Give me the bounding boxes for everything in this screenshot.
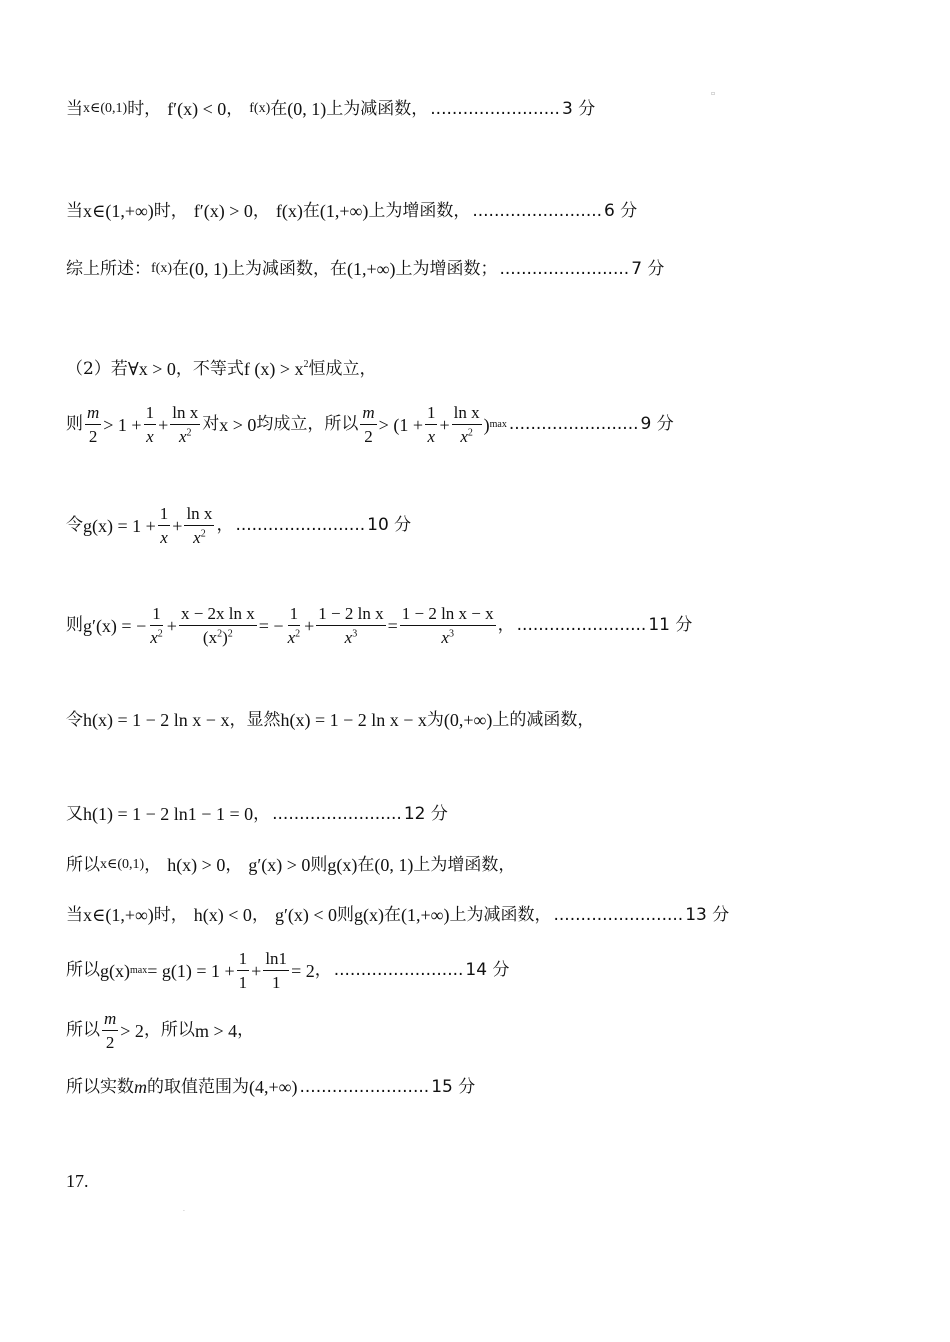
denominator <box>201 626 235 647</box>
score-label: 11 分 <box>648 615 693 636</box>
math: + <box>166 615 177 636</box>
math: = <box>387 615 398 636</box>
math: x > 0 <box>219 414 257 435</box>
text: 对 <box>202 414 220 435</box>
score-label: 6 分 <box>604 200 638 221</box>
math: g(x) <box>100 960 130 981</box>
text: ， <box>237 1020 255 1041</box>
math: f(x) <box>151 261 172 276</box>
text: ，所以 <box>143 1020 195 1041</box>
dots: ........................ <box>272 803 402 824</box>
denominator <box>191 526 208 547</box>
line-5 <box>66 404 674 446</box>
text: 当 <box>66 200 83 221</box>
text: 上为减函数， <box>449 904 552 925</box>
superscript: 2 <box>303 359 309 370</box>
den-exponent: 3 <box>352 628 358 640</box>
fraction <box>237 950 250 992</box>
numerator: m <box>102 1010 118 1031</box>
text: 所以 <box>66 1020 100 1041</box>
denominator <box>286 626 303 647</box>
fraction <box>425 404 438 446</box>
math: (1,+∞) <box>347 259 396 279</box>
math: + <box>304 615 315 636</box>
den-exponent: 3 <box>448 628 454 640</box>
math: + <box>251 960 262 981</box>
numerator: ln x <box>184 505 214 526</box>
score-label: 13 分 <box>685 904 730 925</box>
den-base: x <box>287 627 296 647</box>
text: 上为减函数， <box>326 98 429 119</box>
score-label: 7 分 <box>631 258 665 279</box>
math: > 1 + <box>103 414 142 435</box>
den-exponent: 2 <box>200 528 206 540</box>
denominator: 1 <box>238 972 248 992</box>
math: g(x) <box>354 905 385 925</box>
text: ， <box>251 904 269 925</box>
text: 上的减函数， <box>492 709 595 730</box>
question-number: 17. <box>66 1171 89 1191</box>
math: (0, 1) <box>189 259 228 279</box>
den-base: x <box>178 426 187 446</box>
numerator: 1 <box>237 950 250 971</box>
text: 为 <box>426 709 444 730</box>
math: (0, 1) <box>287 99 327 119</box>
text: 均成立，所以 <box>256 414 359 435</box>
text: 时， <box>153 200 188 221</box>
score-label: 15 分 <box>431 1076 476 1097</box>
math: m > 4 <box>194 1020 238 1041</box>
text: 在 <box>357 854 375 875</box>
score-label: 12 分 <box>403 803 448 824</box>
den-base: x <box>150 627 158 647</box>
numerator: 1 <box>158 505 171 526</box>
text: 则 <box>310 854 328 875</box>
denominator <box>439 626 456 647</box>
text: ， <box>497 615 515 636</box>
denominator <box>148 626 165 647</box>
text: 恒成立， <box>308 358 377 379</box>
den-base: (x <box>202 627 218 647</box>
math: = 2 <box>291 960 315 981</box>
fraction <box>400 605 496 647</box>
denominator <box>458 425 475 446</box>
math: f(x) <box>249 101 271 116</box>
text: 时， <box>127 98 162 119</box>
scan-mark: ▫ <box>711 90 716 97</box>
line-12 <box>66 950 509 992</box>
subscript: max <box>130 964 148 976</box>
denominator: 1 <box>271 972 281 992</box>
denominator: 2 <box>105 1032 115 1052</box>
text: ， <box>253 803 271 824</box>
text: 所以 <box>66 854 100 875</box>
math: > (1 + <box>378 414 423 435</box>
math: x∈(0,1) <box>83 101 128 116</box>
fraction <box>452 404 482 446</box>
line-4 <box>66 360 376 378</box>
math: h(x) = 1 − 2 ln x − x <box>280 710 427 730</box>
text: 上为增函数， <box>368 200 471 221</box>
line-11 <box>66 906 729 924</box>
text: ， <box>252 200 270 221</box>
denominator: x <box>160 527 168 547</box>
text: 上为减函数，在 <box>228 258 347 279</box>
den-base: x <box>460 426 468 446</box>
score-label: 3 分 <box>561 98 596 119</box>
numerator: 1 <box>288 605 301 626</box>
dots: ........................ <box>516 615 647 636</box>
math: (0,+∞) <box>443 710 493 730</box>
math: f (x) > x <box>243 359 304 379</box>
line-7 <box>66 605 692 647</box>
line-6 <box>66 505 411 547</box>
line-13 <box>66 1010 254 1052</box>
math: = − <box>258 615 284 636</box>
score-label: 9 分 <box>640 414 674 435</box>
math: m <box>134 1077 147 1097</box>
math: = g(1) = 1 + <box>147 960 235 981</box>
text: 又 <box>66 803 83 824</box>
numerator: ln x <box>452 404 482 425</box>
math: x∈(1,+∞) <box>83 905 154 925</box>
text: ， <box>314 960 332 981</box>
math: g′(x) = − <box>83 615 147 636</box>
den-paren: ) <box>222 627 228 647</box>
fraction <box>102 1010 118 1052</box>
text: ， <box>216 515 234 536</box>
den-base: x <box>193 527 201 547</box>
denominator: 2 <box>364 426 373 446</box>
dots: ........................ <box>430 98 560 119</box>
dots: ........................ <box>499 258 630 279</box>
fraction <box>360 404 376 446</box>
text: 令 <box>66 515 83 536</box>
line-10 <box>66 856 515 874</box>
line-9 <box>66 805 448 823</box>
fraction <box>158 505 171 547</box>
math: (1,+∞) <box>319 201 369 221</box>
numerator: m <box>360 404 376 425</box>
text: ， <box>225 854 243 875</box>
text: 综上所述： <box>66 258 151 279</box>
den-exponent: 2 <box>186 427 192 439</box>
text: ， <box>144 854 162 875</box>
text: （2）若 <box>66 358 128 379</box>
text: 时， <box>153 904 188 925</box>
score-label: 14 分 <box>465 960 510 981</box>
text: 在 <box>172 258 189 279</box>
dots: ........................ <box>553 904 684 925</box>
fraction <box>148 605 165 647</box>
fraction <box>179 605 257 647</box>
fraction <box>184 505 214 547</box>
fraction <box>286 605 303 647</box>
den-exponent: 2 <box>295 628 301 640</box>
dots: ........................ <box>299 1076 430 1097</box>
dots: ........................ <box>508 414 639 435</box>
math: g(x) = 1 + <box>83 515 156 536</box>
dots: ........................ <box>235 515 366 536</box>
den-exponent: 2 <box>227 628 233 640</box>
den-base: x <box>441 627 449 647</box>
math: f(x) <box>275 201 303 221</box>
denominator <box>177 425 194 446</box>
den-base: x <box>344 627 353 647</box>
math: > 2 <box>120 1020 144 1041</box>
text: 所以实数 <box>66 1076 134 1097</box>
text: 上为增函数； <box>395 258 498 279</box>
math: + <box>158 414 169 435</box>
text: 则 <box>66 414 83 435</box>
math: g(x) <box>327 855 358 875</box>
numerator: m <box>85 404 101 425</box>
fraction <box>85 404 101 446</box>
text: 则 <box>337 904 355 925</box>
denominator: x <box>146 426 154 446</box>
fraction <box>316 605 385 647</box>
text: 在 <box>270 98 288 119</box>
line-14 <box>66 1078 475 1096</box>
numerator: 1 <box>144 404 157 425</box>
text: ， <box>226 98 244 119</box>
text: 在 <box>302 200 320 221</box>
line-1 <box>66 100 595 118</box>
numerator: ln1 <box>263 950 289 971</box>
dots: ........................ <box>333 960 464 981</box>
math: (4,+∞) <box>249 1077 298 1097</box>
denominator: x <box>427 426 435 446</box>
den-exponent: 2 <box>467 427 473 439</box>
numerator: 1 <box>150 605 163 626</box>
text: 所以 <box>66 960 100 981</box>
denominator: 2 <box>88 426 98 446</box>
math: h(x) < 0 <box>193 905 252 925</box>
text: 的取值范围为 <box>147 1076 249 1097</box>
text: 当 <box>66 904 83 925</box>
text: ，显然 <box>229 709 281 730</box>
text: 当 <box>66 98 83 119</box>
math: f′(x) < 0 <box>167 99 227 119</box>
text: 令 <box>66 709 83 730</box>
math: x∈(0,1) <box>100 857 145 872</box>
numerator: x − 2x ln x <box>179 605 257 626</box>
numerator: 1 − 2 ln x − x <box>400 605 496 626</box>
math: ∀x > 0 <box>127 359 176 379</box>
fraction <box>170 404 200 446</box>
numerator: ln x <box>170 404 200 425</box>
denominator <box>343 626 360 647</box>
math: (0, 1) <box>374 855 414 875</box>
line-3 <box>66 260 664 278</box>
text: 上为增函数， <box>413 854 516 875</box>
fraction <box>144 404 157 446</box>
text: ，不等式 <box>175 358 244 379</box>
math: h(x) = 1 − 2 ln x − x <box>83 710 230 730</box>
line-8 <box>66 711 594 729</box>
numerator: 1 <box>425 404 438 425</box>
scan-mark: · <box>183 1208 185 1215</box>
dots: ........................ <box>472 200 603 221</box>
math: + <box>439 414 450 435</box>
den-exponent: 2 <box>217 628 223 640</box>
line-15 <box>66 1172 89 1190</box>
subscript: max <box>489 418 507 430</box>
math: f′(x) > 0 <box>193 201 253 221</box>
math: ) <box>483 414 490 435</box>
text: 则 <box>66 615 83 636</box>
math: h(1) = 1 − 2 ln1 − 1 = 0 <box>83 804 254 824</box>
den-exponent: 2 <box>157 628 163 640</box>
math: h(x) > 0 <box>167 855 226 875</box>
numerator: 1 − 2 ln x <box>316 605 385 626</box>
score-label: 10 分 <box>367 515 412 536</box>
line-2 <box>66 202 637 220</box>
math: x∈(1,+∞) <box>83 201 154 221</box>
fraction <box>263 950 289 992</box>
math: + <box>172 515 183 536</box>
math: g′(x) < 0 <box>274 905 338 925</box>
math: (1,+∞) <box>401 905 450 925</box>
math: g′(x) > 0 <box>248 855 311 875</box>
text: 在 <box>384 904 402 925</box>
